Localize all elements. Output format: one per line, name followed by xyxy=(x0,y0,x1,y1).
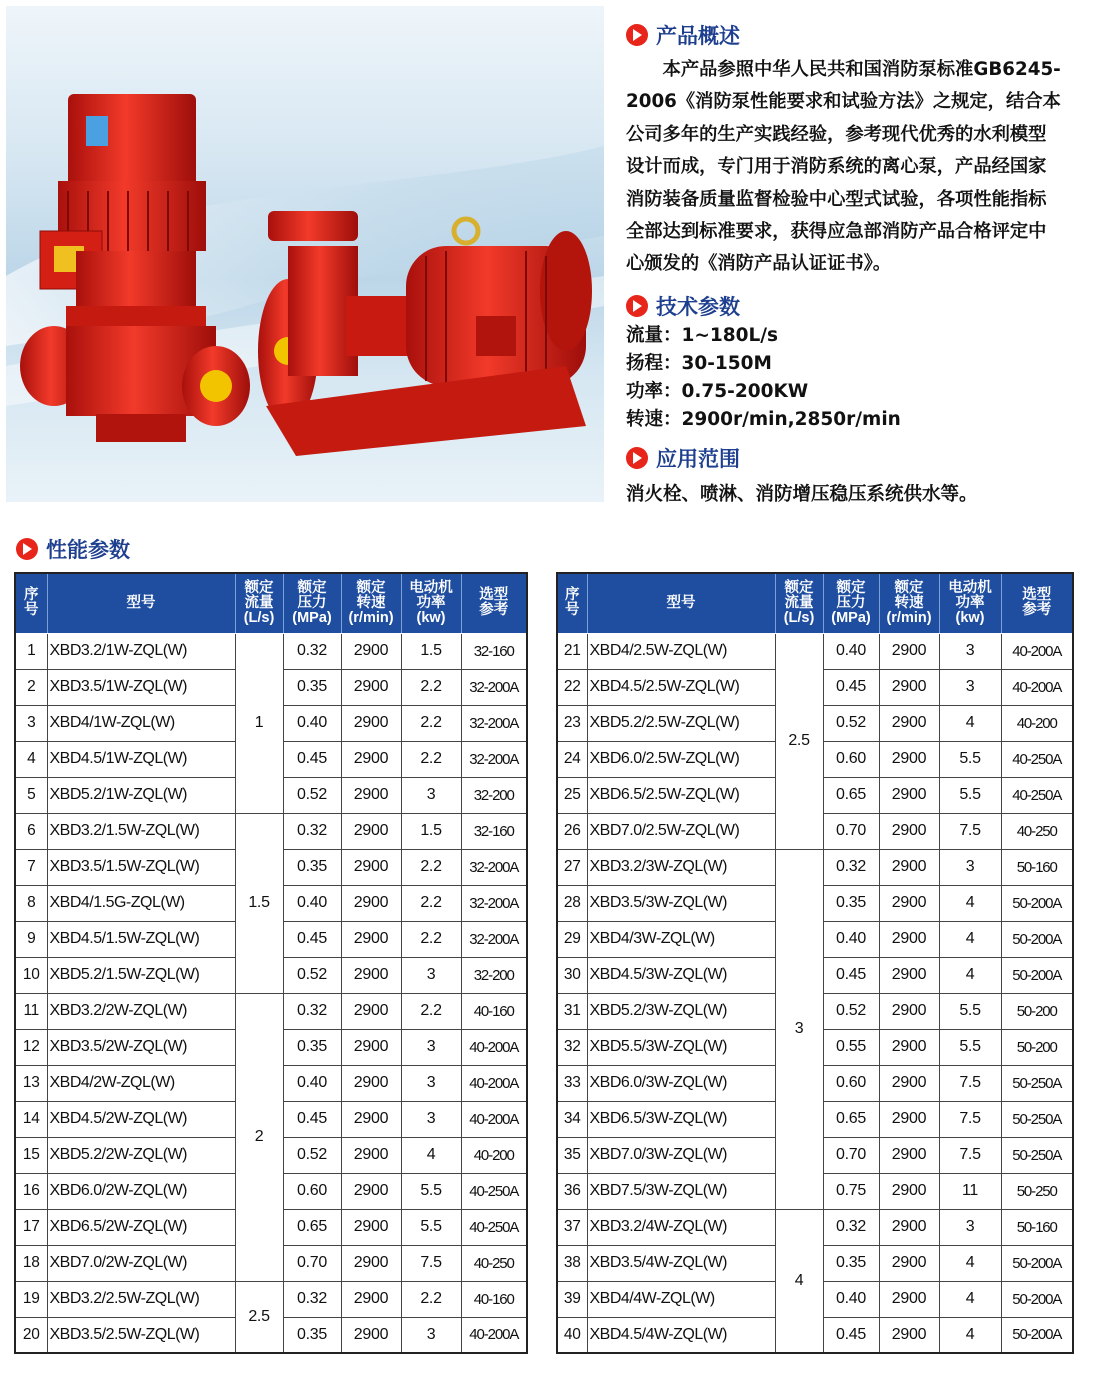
cell-index: 36 xyxy=(557,1173,587,1209)
table-header-row xyxy=(15,573,527,633)
cell-selection: 50-200A xyxy=(1001,1281,1073,1317)
arrow-bullet-icon xyxy=(626,295,648,317)
cell-pressure: 0.70 xyxy=(283,1245,341,1281)
cell-selection: 50-250A xyxy=(1001,1065,1073,1101)
cell-pressure: 0.40 xyxy=(823,921,879,957)
overview-line: 公司多年的生产实践经验，参考现代优秀的水利模型 xyxy=(626,123,1047,145)
cell-model: XBD6.5/2.5W-ZQL(W) xyxy=(587,777,775,813)
cell-power: 11 xyxy=(939,1173,1001,1209)
cell-selection: 32-160 xyxy=(461,633,527,669)
cell-model: XBD6.0/2W-ZQL(W) xyxy=(47,1173,235,1209)
cell-speed: 2900 xyxy=(879,993,939,1029)
cell-pressure: 0.45 xyxy=(283,921,341,957)
header-power: 电动机 功率 (kw) xyxy=(939,573,1001,633)
cell-pressure: 0.40 xyxy=(823,1281,879,1317)
cell-index: 32 xyxy=(557,1029,587,1065)
cell-index: 33 xyxy=(557,1065,587,1101)
cell-power: 3 xyxy=(401,1065,461,1101)
cell-model: XBD4/4W-ZQL(W) xyxy=(587,1281,775,1317)
tech-param-head: 扬程：30-150M xyxy=(626,353,772,374)
cell-index: 1 xyxy=(15,633,47,669)
cell-speed: 2900 xyxy=(879,1101,939,1137)
cell-model: XBD6.5/3W-ZQL(W) xyxy=(587,1101,775,1137)
cell-index: 39 xyxy=(557,1281,587,1317)
cell-model: XBD4/2.5W-ZQL(W) xyxy=(587,633,775,669)
cell-pressure: 0.70 xyxy=(823,1137,879,1173)
tech-heading: 技术参数 xyxy=(626,291,740,321)
cell-pressure: 0.40 xyxy=(283,705,341,741)
cell-speed: 2900 xyxy=(879,885,939,921)
cell-model: XBD7.0/2.5W-ZQL(W) xyxy=(587,813,775,849)
cell-power: 2.2 xyxy=(401,705,461,741)
cell-speed: 2900 xyxy=(879,1137,939,1173)
cell-speed: 2900 xyxy=(879,1065,939,1101)
cell-pressure: 0.32 xyxy=(283,633,341,669)
cell-selection: 40-250A xyxy=(461,1173,527,1209)
tech-param-speed: 转速：2900r/min,2850r/min xyxy=(626,409,901,430)
cell-power: 3 xyxy=(939,633,1001,669)
cell-index: 38 xyxy=(557,1245,587,1281)
cell-speed: 2900 xyxy=(879,1245,939,1281)
cell-power: 2.2 xyxy=(401,921,461,957)
cell-model: XBD6.0/3W-ZQL(W) xyxy=(587,1065,775,1101)
cell-selection: 32-200A xyxy=(461,885,527,921)
cell-pressure: 0.65 xyxy=(283,1209,341,1245)
cell-speed: 2900 xyxy=(341,633,401,669)
cell-model: XBD5.2/1W-ZQL(W) xyxy=(47,777,235,813)
cell-selection: 40-250 xyxy=(1001,813,1073,849)
cell-pressure: 0.32 xyxy=(283,1281,341,1317)
cell-model: XBD5.5/3W-ZQL(W) xyxy=(587,1029,775,1065)
cell-pressure: 0.32 xyxy=(823,1209,879,1245)
cell-index: 3 xyxy=(15,705,47,741)
cell-index: 6 xyxy=(15,813,47,849)
cell-selection: 40-200A xyxy=(461,1317,527,1353)
cell-model: XBD7.0/3W-ZQL(W) xyxy=(587,1137,775,1173)
cell-speed: 2900 xyxy=(341,1137,401,1173)
cell-selection: 32-200A xyxy=(461,921,527,957)
cell-selection: 40-200 xyxy=(461,1137,527,1173)
cell-power: 2.2 xyxy=(401,849,461,885)
cell-selection: 40-250A xyxy=(1001,777,1073,813)
cell-model: XBD4.5/4W-ZQL(W) xyxy=(587,1317,775,1353)
cell-power: 1.5 xyxy=(401,813,461,849)
cell-model: XBD3.5/1W-ZQL(W) xyxy=(47,669,235,705)
cell-model: XBD3.5/1.5W-ZQL(W) xyxy=(47,849,235,885)
cell-selection: 50-200 xyxy=(1001,1029,1073,1065)
cell-pressure: 0.52 xyxy=(283,1137,341,1173)
cell-index: 17 xyxy=(15,1209,47,1245)
cell-selection: 50-200A xyxy=(1001,957,1073,993)
arrow-bullet-icon xyxy=(16,538,38,560)
cell-selection: 50-200A xyxy=(1001,921,1073,957)
cell-selection: 50-200A xyxy=(1001,885,1073,921)
cell-model: XBD5.2/3W-ZQL(W) xyxy=(587,993,775,1029)
cell-model: XBD6.0/2.5W-ZQL(W) xyxy=(587,741,775,777)
cell-index: 12 xyxy=(15,1029,47,1065)
cell-index: 31 xyxy=(557,993,587,1029)
cell-speed: 2900 xyxy=(341,813,401,849)
cell-index: 27 xyxy=(557,849,587,885)
cell-power: 5.5 xyxy=(939,777,1001,813)
header-power: 电动机 功率 (kw) xyxy=(401,573,461,633)
header-model: 型号 xyxy=(587,573,775,633)
cell-selection: 50-250 xyxy=(1001,1173,1073,1209)
cell-power: 1.5 xyxy=(401,633,461,669)
cell-power: 3 xyxy=(401,1029,461,1065)
cell-power: 3 xyxy=(401,1317,461,1353)
cell-pressure: 0.40 xyxy=(823,633,879,669)
cell-power: 5.5 xyxy=(939,993,1001,1029)
cell-speed: 2900 xyxy=(879,849,939,885)
scope-heading: 应用范围 xyxy=(626,443,740,473)
cell-pressure: 0.32 xyxy=(283,993,341,1029)
cell-speed: 2900 xyxy=(341,1029,401,1065)
cell-flow: 1 xyxy=(235,633,283,813)
cell-pressure: 0.45 xyxy=(823,669,879,705)
cell-selection: 32-160 xyxy=(461,813,527,849)
cell-speed: 2900 xyxy=(879,1173,939,1209)
overview-line: 本产品参照中华人民共和国消防泵标准GB6245- xyxy=(626,59,1061,80)
cell-power: 2.2 xyxy=(401,669,461,705)
cell-speed: 2900 xyxy=(341,741,401,777)
cell-model: XBD4.5/1.5W-ZQL(W) xyxy=(47,921,235,957)
cell-selection: 32-200A xyxy=(461,669,527,705)
cell-power: 3 xyxy=(401,1101,461,1137)
cell-model: XBD3.2/4W-ZQL(W) xyxy=(587,1209,775,1245)
tech-params xyxy=(626,322,901,434)
cell-pressure: 0.35 xyxy=(823,1245,879,1281)
cell-model: XBD3.5/2.5W-ZQL(W) xyxy=(47,1317,235,1353)
cell-power: 3 xyxy=(939,1209,1001,1245)
cell-pressure: 0.65 xyxy=(823,1101,879,1137)
arrow-bullet-icon xyxy=(626,447,648,469)
header-pressure: 额定 压力 (MPa) xyxy=(283,573,341,633)
cell-pressure: 0.55 xyxy=(823,1029,879,1065)
cell-model: XBD3.2/1.5W-ZQL(W) xyxy=(47,813,235,849)
table-row xyxy=(557,849,1073,885)
header-selection: 选型 参考 xyxy=(1001,573,1073,633)
cell-power: 4 xyxy=(939,705,1001,741)
cell-speed: 2900 xyxy=(341,1209,401,1245)
cell-selection: 32-200A xyxy=(461,741,527,777)
cell-pressure: 0.35 xyxy=(283,849,341,885)
header-index: 序 号 xyxy=(557,573,587,633)
cell-pressure: 0.60 xyxy=(823,1065,879,1101)
cell-speed: 2900 xyxy=(341,993,401,1029)
cell-speed: 2900 xyxy=(879,1029,939,1065)
cell-pressure: 0.45 xyxy=(283,741,341,777)
cell-index: 30 xyxy=(557,957,587,993)
cell-selection: 40-160 xyxy=(461,1281,527,1317)
cell-model: XBD4.5/2W-ZQL(W) xyxy=(47,1101,235,1137)
cell-selection: 40-200A xyxy=(1001,669,1073,705)
cell-speed: 2900 xyxy=(879,1317,939,1353)
cell-speed: 2900 xyxy=(341,1317,401,1353)
cell-speed: 2900 xyxy=(341,669,401,705)
cell-power: 4 xyxy=(939,1317,1001,1353)
table-row xyxy=(15,633,527,669)
cell-pressure: 0.35 xyxy=(283,1029,341,1065)
cell-index: 11 xyxy=(15,993,47,1029)
cell-speed: 2900 xyxy=(341,705,401,741)
cell-selection: 50-200 xyxy=(1001,993,1073,1029)
cell-model: XBD3.2/2W-ZQL(W) xyxy=(47,993,235,1029)
header-flow: 额定 流量 (L/s) xyxy=(235,573,283,633)
cell-speed: 2900 xyxy=(879,777,939,813)
cell-power: 4 xyxy=(939,957,1001,993)
cell-power: 5.5 xyxy=(939,1029,1001,1065)
cell-index: 8 xyxy=(15,885,47,921)
cell-model: XBD4.5/3W-ZQL(W) xyxy=(587,957,775,993)
cell-power: 4 xyxy=(939,921,1001,957)
cell-speed: 2900 xyxy=(879,1209,939,1245)
overview-heading: 产品概述 xyxy=(626,20,740,50)
cell-speed: 2900 xyxy=(341,1101,401,1137)
cell-index: 26 xyxy=(557,813,587,849)
cell-speed: 2900 xyxy=(341,957,401,993)
cell-power: 4 xyxy=(939,1245,1001,1281)
cell-model: XBD4/1.5G-ZQL(W) xyxy=(47,885,235,921)
cell-selection: 50-250A xyxy=(1001,1137,1073,1173)
header-speed: 额定 转速 (r/min) xyxy=(341,573,401,633)
cell-model: XBD5.2/2.5W-ZQL(W) xyxy=(587,705,775,741)
cell-flow: 3 xyxy=(775,849,823,1209)
cell-model: XBD4/2W-ZQL(W) xyxy=(47,1065,235,1101)
cell-power: 5.5 xyxy=(939,741,1001,777)
overview-line: 心颁发的《消防产品认证证书》。 xyxy=(626,253,892,275)
cell-model: XBD3.5/2W-ZQL(W) xyxy=(47,1029,235,1065)
tech-param-flow: 流量：1~180L/s xyxy=(626,325,779,346)
cell-index: 19 xyxy=(15,1281,47,1317)
header-index: 序 号 xyxy=(15,573,47,633)
arrow-bullet-icon xyxy=(626,24,648,46)
overview-line: 设计而成，专门用于消防系统的离心泵，产品经国家 xyxy=(626,156,1047,178)
cell-selection: 40-200A xyxy=(1001,633,1073,669)
cell-power: 3 xyxy=(939,669,1001,705)
performance-heading: 性能参数 xyxy=(16,534,130,564)
overview-line: 2006《消防泵性能要求和试验方法》之规定，结合本 xyxy=(626,91,1061,113)
cell-index: 35 xyxy=(557,1137,587,1173)
cell-speed: 2900 xyxy=(879,1281,939,1317)
cell-index: 5 xyxy=(15,777,47,813)
tech-param-power: 功率：0.75-200KW xyxy=(626,381,809,402)
cell-power: 4 xyxy=(939,1281,1001,1317)
performance-table-right xyxy=(556,572,1074,1354)
overview-line: 全部达到标准要求，获得应急部消防产品合格评定中 xyxy=(626,221,1047,243)
cell-model: XBD3.2/3W-ZQL(W) xyxy=(587,849,775,885)
cell-selection: 50-200A xyxy=(1001,1317,1073,1353)
cell-model: XBD4.5/2.5W-ZQL(W) xyxy=(587,669,775,705)
cell-selection: 50-160 xyxy=(1001,1209,1073,1245)
cell-pressure: 0.52 xyxy=(823,705,879,741)
cell-speed: 2900 xyxy=(879,957,939,993)
cell-selection: 40-200A xyxy=(461,1101,527,1137)
cell-model: XBD3.2/1W-ZQL(W) xyxy=(47,633,235,669)
cell-power: 5.5 xyxy=(401,1173,461,1209)
cell-speed: 2900 xyxy=(879,705,939,741)
cell-model: XBD5.2/1.5W-ZQL(W) xyxy=(47,957,235,993)
scope-text: 消火栓、喷淋、消防增压稳压系统供水等。 xyxy=(626,484,978,505)
cell-power: 7.5 xyxy=(939,813,1001,849)
cell-pressure: 0.32 xyxy=(283,813,341,849)
cell-index: 29 xyxy=(557,921,587,957)
cell-pressure: 0.35 xyxy=(283,669,341,705)
cell-model: XBD6.5/2W-ZQL(W) xyxy=(47,1209,235,1245)
cell-power: 3 xyxy=(401,777,461,813)
cell-selection: 32-200 xyxy=(461,777,527,813)
cell-pressure: 0.52 xyxy=(283,957,341,993)
cell-pressure: 0.35 xyxy=(823,885,879,921)
cell-selection: 40-250A xyxy=(1001,741,1073,777)
cell-power: 5.5 xyxy=(401,1209,461,1245)
cell-index: 23 xyxy=(557,705,587,741)
table-row xyxy=(557,1209,1073,1245)
cell-power: 3 xyxy=(401,957,461,993)
cell-selection: 50-160 xyxy=(1001,849,1073,885)
cell-selection: 32-200A xyxy=(461,705,527,741)
cell-power: 7.5 xyxy=(401,1245,461,1281)
cell-index: 2 xyxy=(15,669,47,705)
cell-speed: 2900 xyxy=(879,633,939,669)
cell-selection: 40-160 xyxy=(461,993,527,1029)
cell-speed: 2900 xyxy=(341,849,401,885)
cell-selection: 40-200A xyxy=(461,1065,527,1101)
cell-flow: 2.5 xyxy=(235,1281,283,1353)
cell-selection: 32-200 xyxy=(461,957,527,993)
cell-speed: 2900 xyxy=(341,921,401,957)
table-row xyxy=(15,813,527,849)
table-row xyxy=(557,633,1073,669)
cell-model: XBD7.5/3W-ZQL(W) xyxy=(587,1173,775,1209)
cell-selection: 50-250A xyxy=(1001,1101,1073,1137)
cell-pressure: 0.40 xyxy=(283,885,341,921)
cell-index: 4 xyxy=(15,741,47,777)
product-image xyxy=(6,6,604,502)
cell-power: 2.2 xyxy=(401,993,461,1029)
cell-power: 7.5 xyxy=(939,1137,1001,1173)
cell-flow: 1.5 xyxy=(235,813,283,993)
cell-flow: 2.5 xyxy=(775,633,823,849)
cell-pressure: 0.65 xyxy=(823,777,879,813)
cell-pressure: 0.75 xyxy=(823,1173,879,1209)
cell-index: 14 xyxy=(15,1101,47,1137)
header-speed: 额定 转速 (r/min) xyxy=(879,573,939,633)
cell-speed: 2900 xyxy=(341,777,401,813)
cell-model: XBD4/3W-ZQL(W) xyxy=(587,921,775,957)
cell-pressure: 0.52 xyxy=(283,777,341,813)
cell-index: 16 xyxy=(15,1173,47,1209)
overview-line: 消防装备质量监督检验中心型式试验，各项性能指标 xyxy=(626,188,1047,210)
cell-index: 15 xyxy=(15,1137,47,1173)
overview-text xyxy=(626,54,1100,281)
cell-power: 3 xyxy=(939,849,1001,885)
performance-table-left xyxy=(14,572,528,1354)
cell-index: 40 xyxy=(557,1317,587,1353)
cell-index: 7 xyxy=(15,849,47,885)
fire-pump-illustration xyxy=(6,6,604,502)
cell-power: 2.2 xyxy=(401,1281,461,1317)
cell-pressure: 0.45 xyxy=(823,1317,879,1353)
header-selection: 选型 参考 xyxy=(461,573,527,633)
cell-speed: 2900 xyxy=(341,1173,401,1209)
header-flow: 额定 流量 (L/s) xyxy=(775,573,823,633)
cell-speed: 2900 xyxy=(341,1281,401,1317)
cell-pressure: 0.60 xyxy=(283,1173,341,1209)
table-row xyxy=(15,1281,527,1317)
cell-index: 10 xyxy=(15,957,47,993)
cell-model: XBD3.5/3W-ZQL(W) xyxy=(587,885,775,921)
cell-index: 28 xyxy=(557,885,587,921)
cell-model: XBD4.5/1W-ZQL(W) xyxy=(47,741,235,777)
cell-power: 7.5 xyxy=(939,1101,1001,1137)
cell-power: 2.2 xyxy=(401,885,461,921)
cell-model: XBD3.5/4W-ZQL(W) xyxy=(587,1245,775,1281)
cell-model: XBD5.2/2W-ZQL(W) xyxy=(47,1137,235,1173)
cell-pressure: 0.52 xyxy=(823,993,879,1029)
cell-pressure: 0.60 xyxy=(823,741,879,777)
cell-pressure: 0.40 xyxy=(283,1065,341,1101)
header-model: 型号 xyxy=(47,573,235,633)
header-pressure: 额定 压力 (MPa) xyxy=(823,573,879,633)
cell-flow: 4 xyxy=(775,1209,823,1353)
cell-pressure: 0.70 xyxy=(823,813,879,849)
cell-speed: 2900 xyxy=(879,669,939,705)
cell-speed: 2900 xyxy=(879,921,939,957)
cell-speed: 2900 xyxy=(879,741,939,777)
cell-speed: 2900 xyxy=(341,1245,401,1281)
cell-selection: 50-200A xyxy=(1001,1245,1073,1281)
cell-pressure: 0.45 xyxy=(823,957,879,993)
cell-speed: 2900 xyxy=(341,1065,401,1101)
cell-index: 25 xyxy=(557,777,587,813)
cell-speed: 2900 xyxy=(879,813,939,849)
cell-model: XBD4/1W-ZQL(W) xyxy=(47,705,235,741)
table-header-row xyxy=(557,573,1073,633)
cell-index: 22 xyxy=(557,669,587,705)
cell-index: 24 xyxy=(557,741,587,777)
cell-index: 21 xyxy=(557,633,587,669)
cell-model: XBD7.0/2W-ZQL(W) xyxy=(47,1245,235,1281)
cell-selection: 40-250 xyxy=(461,1245,527,1281)
cell-selection: 40-200 xyxy=(1001,705,1073,741)
cell-model: XBD3.2/2.5W-ZQL(W) xyxy=(47,1281,235,1317)
cell-index: 37 xyxy=(557,1209,587,1245)
cell-index: 18 xyxy=(15,1245,47,1281)
cell-selection: 32-200A xyxy=(461,849,527,885)
cell-speed: 2900 xyxy=(341,885,401,921)
cell-index: 34 xyxy=(557,1101,587,1137)
cell-power: 7.5 xyxy=(939,1065,1001,1101)
cell-power: 4 xyxy=(401,1137,461,1173)
cell-pressure: 0.35 xyxy=(283,1317,341,1353)
cell-index: 9 xyxy=(15,921,47,957)
cell-index: 13 xyxy=(15,1065,47,1101)
cell-power: 2.2 xyxy=(401,741,461,777)
cell-power: 4 xyxy=(939,885,1001,921)
cell-pressure: 0.32 xyxy=(823,849,879,885)
cell-selection: 40-200A xyxy=(461,1029,527,1065)
table-row xyxy=(15,993,527,1029)
cell-index: 20 xyxy=(15,1317,47,1353)
cell-selection: 40-250A xyxy=(461,1209,527,1245)
cell-flow: 2 xyxy=(235,993,283,1281)
cell-pressure: 0.45 xyxy=(283,1101,341,1137)
